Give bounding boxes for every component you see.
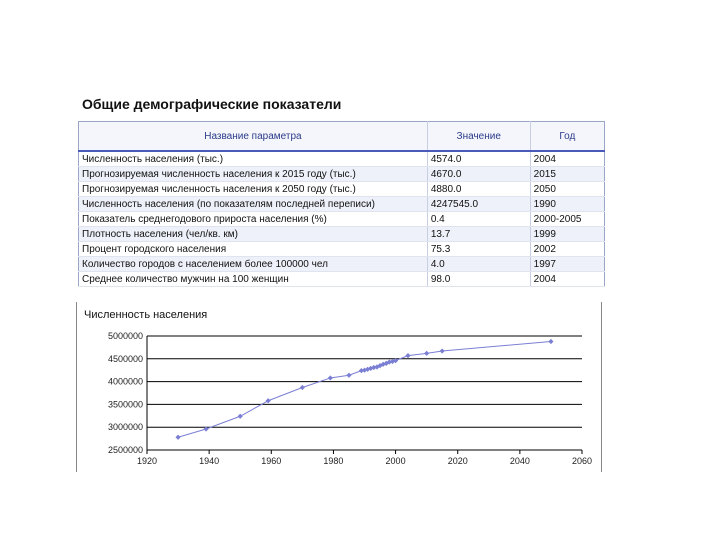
y-tick-label: 3500000 bbox=[107, 399, 143, 410]
column-header-year[interactable]: Год bbox=[530, 122, 604, 152]
x-tick-label: 1920 bbox=[136, 456, 158, 466]
cell-parameter: Среднее количество мужчин на 100 женщин bbox=[79, 272, 428, 287]
cell-parameter: Плотность населения (чел/кв. км) bbox=[79, 227, 428, 242]
cell-parameter: Численность населения (тыс.) bbox=[79, 151, 428, 167]
y-tick-label: 3000000 bbox=[107, 422, 143, 433]
data-point bbox=[175, 435, 180, 440]
cell-parameter: Прогнозируемая численность населения к 2015 году (тыс.) bbox=[79, 167, 428, 182]
cell-value: 0.4 bbox=[427, 212, 530, 227]
x-tick-label: 2040 bbox=[509, 456, 530, 466]
data-point bbox=[238, 414, 243, 419]
column-header-parameter[interactable]: Название параметра bbox=[79, 122, 428, 152]
cell-value: 4.0 bbox=[427, 257, 530, 272]
x-tick-label: 2000 bbox=[385, 456, 406, 466]
cell-value: 75.3 bbox=[427, 242, 530, 257]
y-tick-label: 4500000 bbox=[107, 353, 143, 364]
column-header-value[interactable]: Значение bbox=[427, 122, 530, 152]
chart-title: Численность населения bbox=[84, 309, 208, 321]
cell-year: 1990 bbox=[530, 197, 604, 212]
y-tick-label: 4000000 bbox=[107, 376, 143, 387]
cell-year: 1999 bbox=[530, 227, 604, 242]
cell-year: 2050 bbox=[530, 182, 604, 197]
data-point bbox=[424, 351, 429, 356]
cell-parameter: Процент городского населения bbox=[79, 242, 428, 257]
x-tick-label: 2060 bbox=[571, 456, 593, 466]
x-tick-label: 1940 bbox=[199, 456, 220, 466]
y-tick-label: 2500000 bbox=[107, 445, 143, 455]
x-tick-label: 2020 bbox=[447, 456, 468, 466]
cell-year: 2000-2005 bbox=[530, 212, 604, 227]
data-point bbox=[328, 375, 333, 380]
cell-parameter: Показатель среднегодового прироста населения (%) bbox=[79, 212, 428, 227]
cell-parameter: Численность населения (по показателям последней переписи) bbox=[79, 197, 428, 212]
data-point bbox=[300, 385, 305, 390]
x-tick-label: 1980 bbox=[323, 456, 344, 466]
data-point bbox=[266, 398, 271, 403]
cell-value: 4880.0 bbox=[427, 182, 530, 197]
cell-year: 2002 bbox=[530, 242, 604, 257]
data-point bbox=[405, 353, 410, 358]
cell-year: 2004 bbox=[530, 272, 604, 287]
cell-value: 4670.0 bbox=[427, 167, 530, 182]
cell-year: 2004 bbox=[530, 151, 604, 167]
series-line bbox=[178, 341, 551, 437]
cell-parameter: Прогнозируемая численность населения к 2050 году (тыс.) bbox=[79, 182, 428, 197]
cell-value: 13.7 bbox=[427, 227, 530, 242]
page-title: Общие демографические показатели bbox=[82, 96, 342, 112]
cell-value: 4247545.0 bbox=[427, 197, 530, 212]
data-point bbox=[440, 348, 445, 353]
cell-year: 2015 bbox=[530, 167, 604, 182]
cell-value: 98.0 bbox=[427, 272, 530, 287]
data-point bbox=[346, 373, 351, 378]
cell-value: 4574.0 bbox=[427, 151, 530, 167]
cell-parameter: Количество городов с населением более 100000 чел bbox=[79, 257, 428, 272]
x-tick-label: 1960 bbox=[261, 456, 282, 466]
cell-year: 1997 bbox=[530, 257, 604, 272]
y-tick-label: 5000000 bbox=[107, 331, 143, 341]
data-point bbox=[548, 339, 553, 344]
